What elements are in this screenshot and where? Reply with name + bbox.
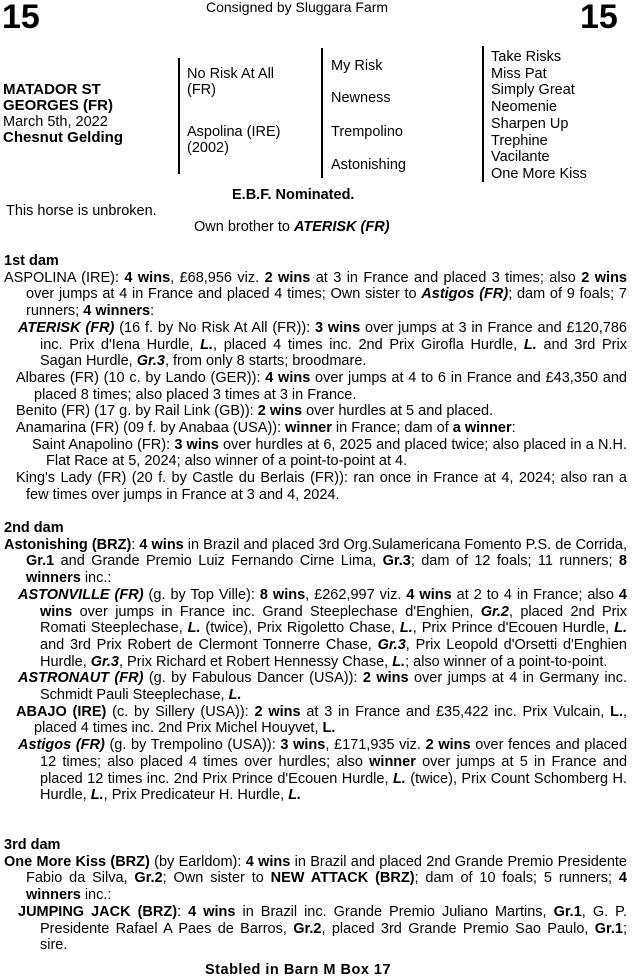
- foaling-date: March 5th, 2022: [3, 114, 108, 130]
- ebf-nominated: E.B.F. Nominated.: [232, 187, 355, 203]
- greatgrand-7: Vacilante: [491, 149, 550, 166]
- horse-name-1: MATADOR ST: [3, 81, 101, 98]
- dam-name: Aspolina (IRE): [187, 124, 281, 140]
- progeny-jumping-jack: JUMPING JACK (BRZ): 4 wins in Brazil inc. Grande Premio Juliano Martins, Gr.1, G. P. Presidente Rafael A Paes de Barros, Gr.2, placed 3rd Grande Premio Sao Paulo, Gr.1; sire.: [18, 903, 627, 954]
- horse-name-2: GEORGES (FR): [3, 97, 114, 114]
- section-title-1st-dam: 1st dam: [4, 253, 59, 269]
- progeny-albares: Albares (FR) (10 c. by Lando (GER)): 4 wins over jumps at 4 to 6 in France and £43,350 and placed 8 times; also placed 3 times at 3 in France.: [16, 369, 627, 403]
- greatgrand-list: [491, 49, 587, 183]
- own-brother-name: ATERISK (FR): [293, 219, 390, 235]
- greatgrand-5: Sharpen Up: [491, 115, 569, 132]
- section-title-2nd-dam: 2nd dam: [4, 520, 64, 536]
- greatgrand-3: Simply Great: [491, 82, 575, 99]
- greatgrand-8: One More Kiss: [491, 165, 587, 182]
- dam-entry-aspolina: ASPOLINA (IRE): 4 wins, £68,956 viz. 2 wins at 3 in France and placed 3 times; also 2 wins over jumps at 4 in France and placed 4 times; Own sister to Astigos (FR); dam of 9 foals; 7 runners; 4 winners:: [4, 269, 627, 320]
- progeny-saint-anapolino: Saint Anapolino (FR): 3 wins over hurdles at 6, 2025 and placed twice; also placed in a N.H. Flat Race at 5, 2024; also winner of a point-to-point at 4.: [32, 436, 627, 470]
- grandsire-4: Astonishing: [331, 157, 406, 173]
- pedigree-line-1: [178, 58, 180, 174]
- pedigree-sire: [187, 66, 274, 98]
- greatgrand-1: Take Risks: [491, 49, 562, 65]
- sire-country: (FR): [187, 82, 216, 98]
- progeny-astigos: Astigos (FR) (g. by Trempolino (USA)): 3 wins, £171,935 viz. 2 wins over fences and placed 12 times; also placed 4 times over hurdles; also winner over jumps at 5 in France and placed 12 times inc. 2nd Prix Prince d'Ecouen Hurdle, L. (twice), Prix Count Schomberg H. Hurdle, L., Prix Predicateur H. Hurdle, L.: [18, 737, 628, 804]
- lot-number-left: 15: [2, 0, 40, 36]
- progeny-kings-lady: King's Lady (FR) (20 f. by Castle du Berlais (FR)): ran once in France at 4, 2024; also ran a few times over jumps in France at 3 and 4, 2024.: [16, 470, 627, 503]
- horse-description: Chesnut Gelding: [3, 129, 123, 146]
- first-dam-section: [4, 253, 627, 504]
- lot-number-right: 15: [580, 0, 618, 36]
- progeny-astonville: ASTONVILLE (FR) (g. by Top Ville): 8 wins, £262,997 viz. 4 wins at 2 to 4 in France; also 4 wins over jumps in France inc. Grand Steeplechase d'Enghien, Gr.2, placed 2nd Prix Romati Steeplechase, L. (twice), Prix Rigoletto Chase, L., Prix Prince d'Ecouen Hurdle, L. and 3rd Prix Robert de Clermont Tonnerre Chase, Gr.3, Prix Leopold d'Orsetti d'Enghien Hurdle, Gr.3, Prix Richard et Robert Hennessy Chase, L.; also winner of a point-to-point.: [18, 586, 627, 670]
- dam-year: (2002): [187, 140, 229, 156]
- unbroken-note: This horse is unbroken.: [6, 203, 157, 219]
- progeny-astronaut: ASTRONAUT (FR) (g. by Fabulous Dancer (USA)): 2 wins over jumps at 4 in Germany inc. Schmidt Pauli Steeplechase, L.: [18, 670, 627, 704]
- pedigree-dam: [187, 124, 280, 156]
- greatgrand-2: Miss Pat: [491, 65, 547, 82]
- progeny-aterisk: ATERISK (FR) (16 f. by No Risk At All (FR)): 3 wins over jumps at 3 in France and £120,786 inc. Prix d'Iena Hurdle, L., placed 4 times inc. 2nd Prix Girofla Hurdle, L. and 3rd Prix Sagan Hurdle, Gr.3, from only 8 starts; broodmare.: [18, 319, 627, 370]
- greatgrand-4: Neomenie: [491, 99, 558, 116]
- third-dam-section: [4, 837, 627, 954]
- second-dam-section: [4, 520, 627, 804]
- progeny-anamarina: Anamarina (FR) (09 f. by Anabaa (USA)): winner in France; dam of a winner:: [16, 420, 516, 437]
- grandsire-3: Trempolino: [331, 124, 403, 140]
- pedigree-line-2: [321, 48, 323, 178]
- section-title-3rd-dam: 3rd dam: [4, 837, 61, 853]
- dam-entry-astonishing: Astonishing (BRZ): 4 wins in Brazil and placed 3rd Org.Sulamericana Fomento P.S. de Corrida, Gr.1 and Grande Premio Luiz Fernando Cirne Lima, Gr.3; dam of 12 foals; 11 runners; 8 winners inc.:: [4, 536, 628, 587]
- grandsire-1: My Risk: [331, 58, 383, 74]
- sire-name: No Risk At All: [187, 66, 275, 82]
- grandsire-2: Newness: [331, 90, 391, 106]
- own-brother-prefix: Own brother to: [194, 219, 294, 235]
- consignor: Consigned by Sluggara Farm: [206, 0, 389, 15]
- horse-block: [3, 82, 123, 146]
- greatgrand-6: Trephine: [491, 132, 548, 149]
- progeny-abajo: ABAJO (IRE) (c. by Sillery (USA)): 2 wins at 3 in France and £35,422 inc. Prix Vulcain, L., placed 4 times inc. 2nd Prix Michel Houyvet, L.: [16, 703, 628, 737]
- stabling-info: Stabled in Barn M Box 17: [205, 962, 392, 978]
- pedigree-line-3: [482, 46, 484, 182]
- own-brother-note: [194, 219, 390, 235]
- progeny-benito: Benito (FR) (17 g. by Rail Link (GB)): 2 wins over hurdles at 5 and placed.: [16, 403, 494, 420]
- dam-entry-one-more-kiss: One More Kiss (BRZ) (by Earldom): 4 wins in Brazil and placed 2nd Grande Premio Presidente Fabio da Silva, Gr.2; Own sister to NEW ATTACK (BRZ); dam of 10 foals; 5 runners; 4 winners inc.:: [4, 853, 627, 904]
